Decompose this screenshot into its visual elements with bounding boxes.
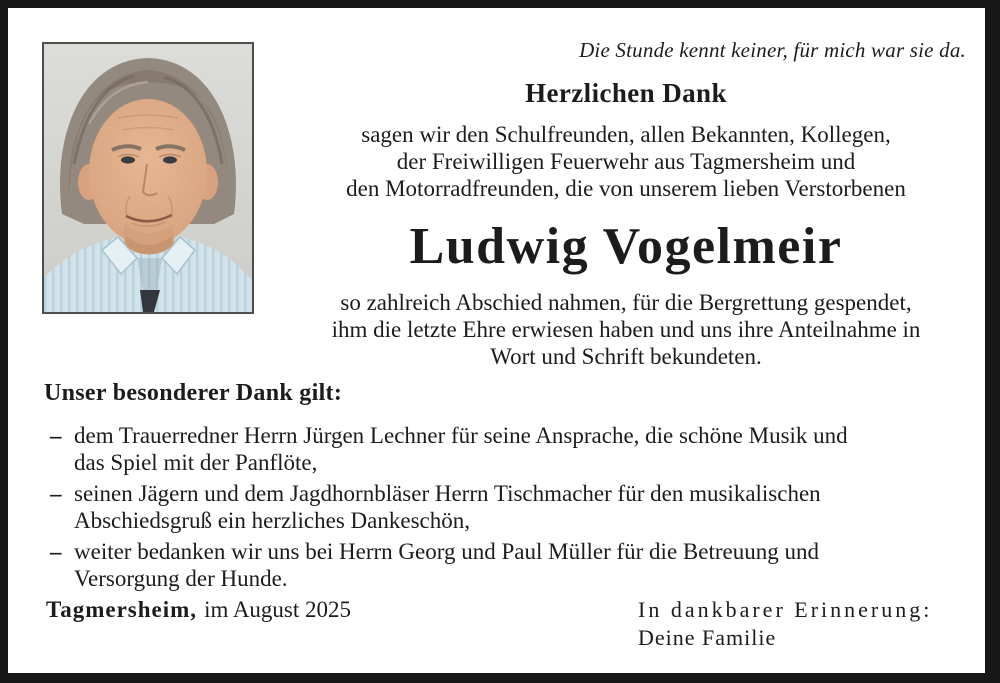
list-item <box>44 422 979 476</box>
special-thanks-section <box>44 380 979 596</box>
thanks-heading: Herzlichen Dank <box>525 78 727 108</box>
intro-line: den Motorradfreunden, die von unserem lieben Verstorbenen <box>346 176 906 201</box>
closing-block <box>638 596 932 652</box>
list-item-text <box>74 480 979 534</box>
list-item-line: das Spiel mit der Panflöte, <box>74 450 318 475</box>
dash-bullet: – <box>50 423 62 448</box>
list-item-line: Versorgung der Hunde. <box>74 566 288 591</box>
special-thanks-title: Unser besonderer Dank gilt: <box>44 380 343 406</box>
list-item-line: seinen Jägern und dem Jagdhornbläser Herrn Tischmacher für den musikalischen <box>74 481 821 506</box>
dash-bullet: – <box>50 539 62 564</box>
list-item <box>44 538 979 592</box>
list-item-text <box>74 538 979 592</box>
memorial-quote: Die Stunde kennt keiner, für mich war sie da. <box>579 38 966 62</box>
portrait-image <box>44 44 252 312</box>
place: Tagmersheim, <box>46 597 198 622</box>
dash-bullet: – <box>50 481 62 506</box>
deceased-name: Ludwig Vogelmeir <box>409 218 843 275</box>
outro-line: so zahlreich Abschied nahmen, für die Bergrettung gespendet, <box>340 290 912 315</box>
list-item-line: dem Trauerredner Herrn Jürgen Lechner für seine Ansprache, die schöne Musik und <box>74 423 848 448</box>
list-item-line: Abschiedsgruß ein herzliches Dankeschön, <box>74 508 470 533</box>
closing-line-1: In dankbarer Erinnerung: <box>638 597 933 622</box>
outro-line: ihm die letzte Ehre erwiesen haben und uns ihre Anteilnahme in <box>331 317 921 342</box>
intro-paragraph <box>280 121 972 202</box>
intro-line: sagen wir den Schulfreunden, allen Bekannten, Kollegen, <box>361 122 891 147</box>
list-item-line: weiter bedanken wir uns bei Herrn Georg und Paul Müller für die Betreuung und <box>74 539 819 564</box>
place-date <box>46 597 351 623</box>
outro-paragraph <box>280 289 972 370</box>
portrait-photo <box>42 42 254 314</box>
list-item-text <box>74 422 979 476</box>
intro-line: der Freiwilligen Feuerwehr aus Tagmersheim und <box>396 149 856 174</box>
thanks-list <box>44 422 979 592</box>
main-text-column <box>280 38 972 370</box>
outro-line: Wort und Schrift bekundeten. <box>490 344 762 369</box>
list-item <box>44 480 979 534</box>
date: im August 2025 <box>204 597 352 622</box>
closing-line-2: Deine Familie <box>638 625 777 650</box>
